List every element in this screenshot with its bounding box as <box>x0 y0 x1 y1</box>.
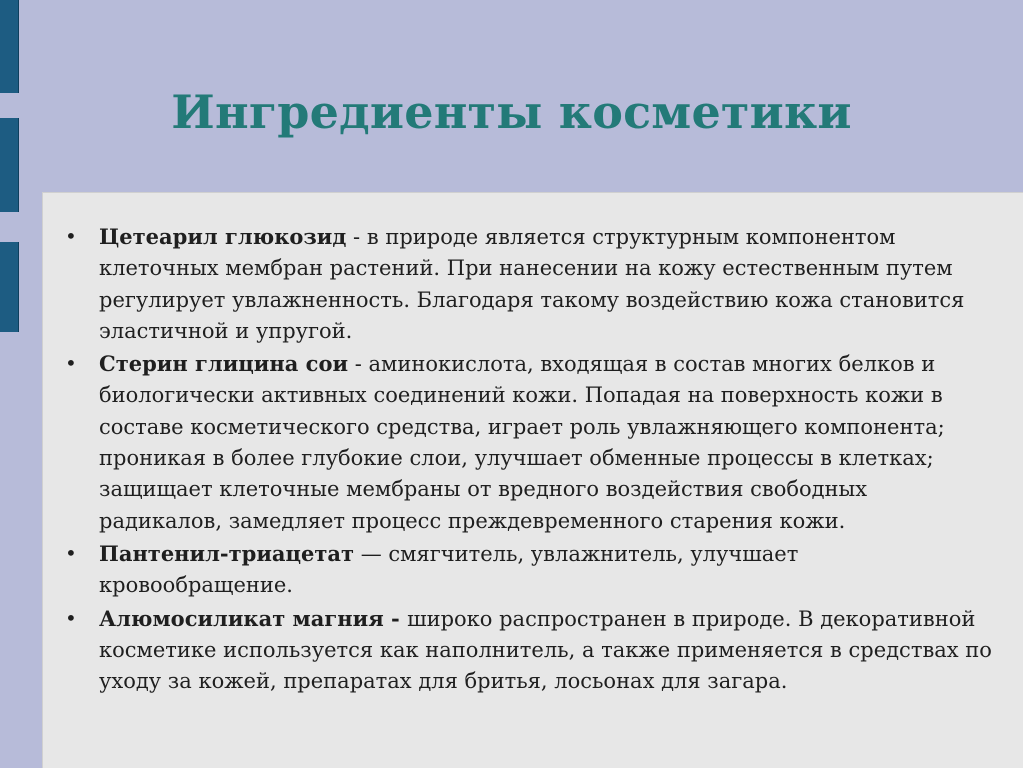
bullet-icon: • <box>65 605 77 630</box>
ingredient-separator: - <box>346 225 367 249</box>
ingredient-description: в природе является структурным компонентом клеточных мембран растений. При нанесении на кожу естественным путем регулирует увлажненность. Благодаря такому воздействию кожа становится эластичной и упругой. <box>99 225 965 343</box>
ingredient-term: Стерин глицина сои <box>99 351 349 377</box>
bullet-icon: • <box>65 351 77 376</box>
ingredient-term: Пантенил-триацетат <box>99 540 355 566</box>
ingredient-term: Цетеарил глюкозид <box>99 224 347 249</box>
ingredient-term: Алюмосиликат магния - <box>99 605 408 631</box>
ingredient-separator: — <box>354 541 389 566</box>
ingredient-description: смягчитель, увлажнитель, улучшает кровообращение. <box>99 541 799 598</box>
content-panel <box>42 192 1023 768</box>
bullet-icon: • <box>65 540 77 565</box>
ingredient-list <box>43 193 1023 697</box>
decorative-bar-top <box>0 0 19 93</box>
ingredient-item <box>43 603 993 698</box>
ingredient-item <box>43 348 993 537</box>
ingredient-description: широко распространен в природе. В декоративной косметике используется как наполнитель, а также применяется в средствах по уходу за кожей, препаратах для бритья, лосьонах для загара. <box>99 606 992 694</box>
ingredient-description: аминокислота, входящая в состав многих белков и биологически активных соединений кожи. Попадая на поверхность кожи в составе косметического средства, играет роль увлажняющего компонента; проникая в более глубокие слои, улучшает обменные процессы в клетках; защищает клеточные мембраны от вредного воздействия свободных радикалов, замедляет процесс преждевременного старения кожи. <box>99 352 945 533</box>
ingredient-item <box>43 538 993 602</box>
ingredient-item <box>43 221 993 347</box>
slide-title: Ингредиенты косметики <box>171 85 852 139</box>
bullet-icon: • <box>65 224 77 248</box>
decorative-bar-bottom <box>0 242 19 332</box>
ingredient-separator: - <box>348 352 369 377</box>
